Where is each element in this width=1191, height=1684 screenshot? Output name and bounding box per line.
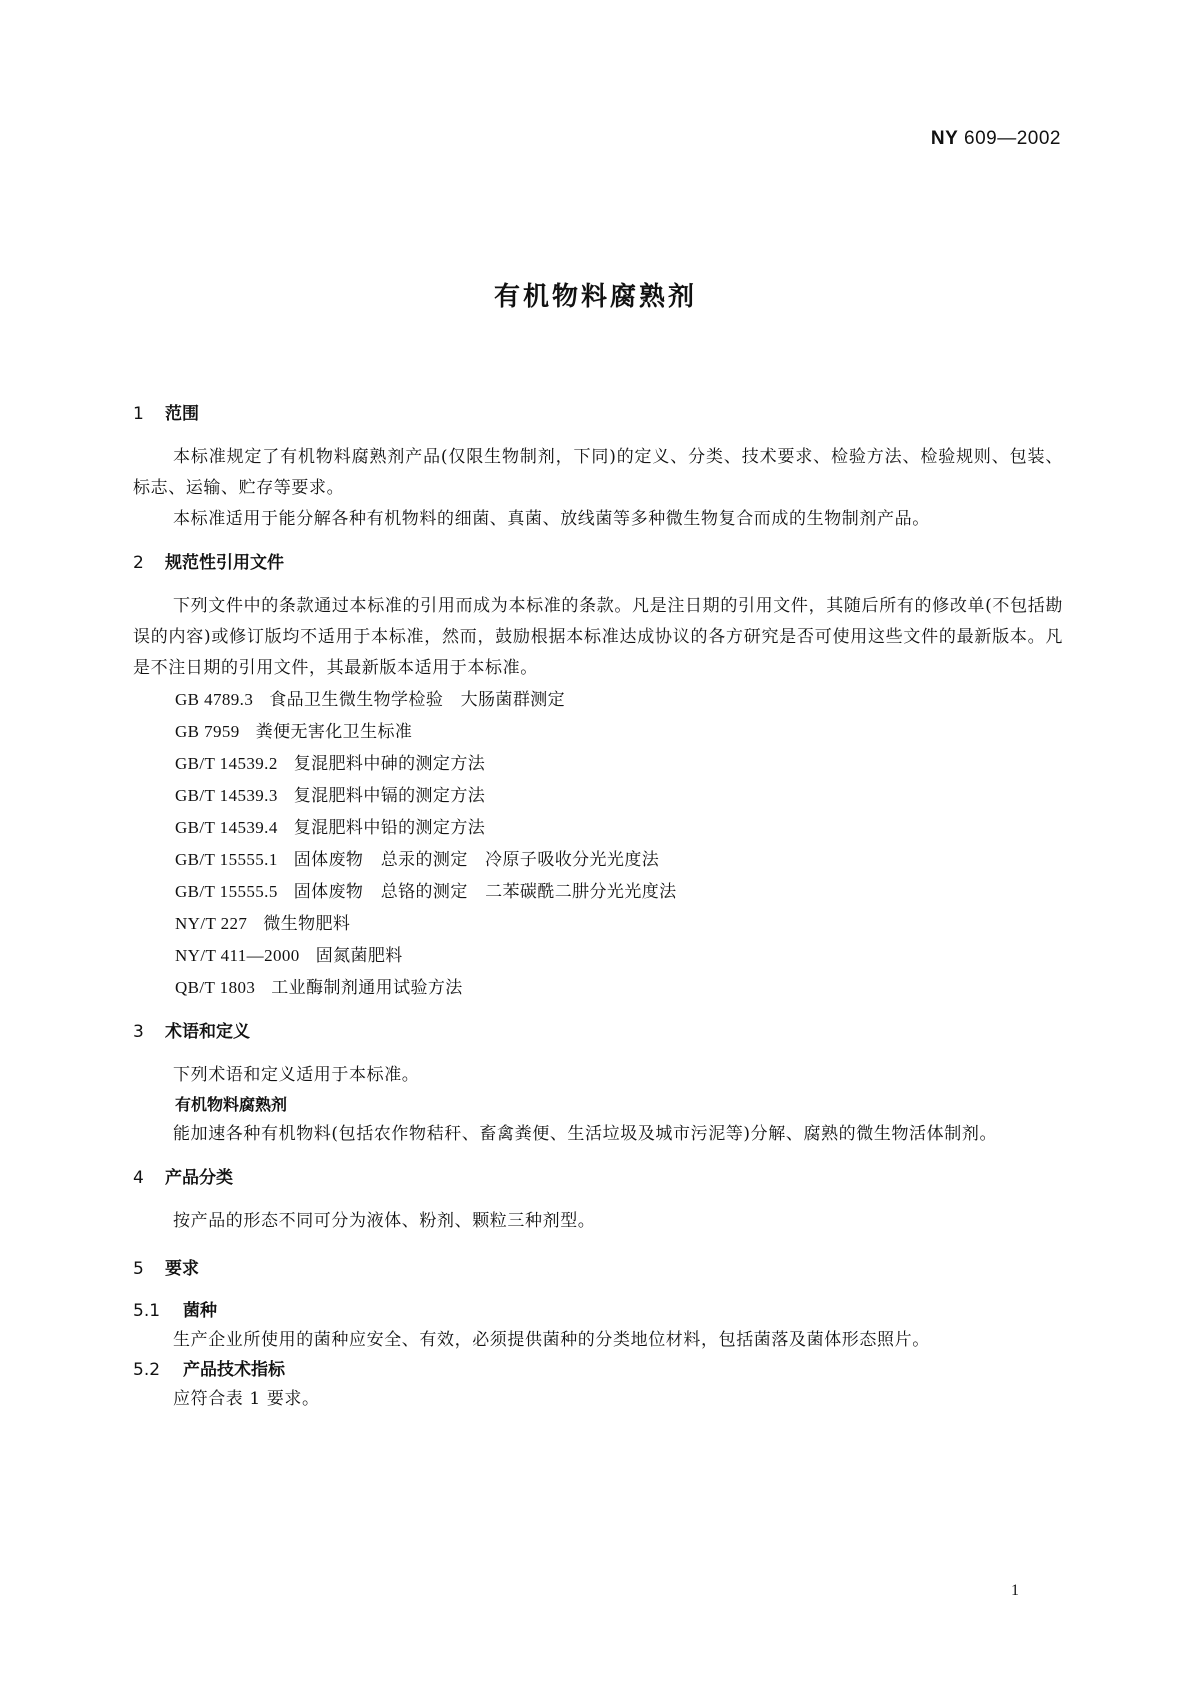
section-number: 5 bbox=[133, 1259, 144, 1279]
document-body bbox=[133, 400, 1063, 1415]
reference-item bbox=[133, 780, 1063, 812]
paragraph: 应符合表 1 要求。 bbox=[173, 1389, 320, 1409]
reference-code: GB/T 15555.1 bbox=[175, 850, 278, 869]
reference-code: QB/T 1803 bbox=[175, 978, 256, 997]
term-definition: 能加速各种有机物料(包括农作物秸秆、畜禽粪便、生活垃圾及城市污泥等)分解、腐熟的微生物活体制剂。 bbox=[173, 1124, 998, 1144]
reference-code: GB/T 14539.4 bbox=[175, 818, 278, 837]
section-2-heading bbox=[133, 549, 1063, 577]
subsection-number: 5.1 bbox=[133, 1301, 161, 1321]
reference-title: 食品卫生微生物学检验 大肠菌群测定 bbox=[269, 690, 566, 710]
section-1-heading bbox=[133, 400, 1063, 428]
reference-code: GB/T 14539.2 bbox=[175, 754, 278, 773]
reference-title: 微生物肥料 bbox=[263, 914, 351, 934]
section-5-2-heading bbox=[133, 1356, 1063, 1384]
page-number: 1 bbox=[1011, 1582, 1019, 1599]
reference-title: 工业酶制剂通用试验方法 bbox=[271, 978, 463, 998]
section-number: 1 bbox=[133, 404, 144, 424]
section-4-heading bbox=[133, 1164, 1063, 1192]
section-title: 要求 bbox=[165, 1259, 199, 1279]
reference-code: GB 4789.3 bbox=[175, 690, 254, 709]
paragraph: 本标准规定了有机物料腐熟剂产品(仅限生物制剂，下同)的定义、分类、技术要求、检验方法、检验规则、包装、标志、运输、贮存等要求。 bbox=[133, 447, 1063, 498]
section-title: 规范性引用文件 bbox=[165, 553, 284, 573]
reference-code: GB/T 15555.5 bbox=[175, 882, 278, 901]
section-number: 2 bbox=[133, 553, 144, 573]
reference-title: 复混肥料中镉的测定方法 bbox=[293, 786, 486, 806]
reference-item bbox=[133, 876, 1063, 908]
reference-code: NY/T 411—2000 bbox=[175, 946, 300, 965]
section-title: 产品分类 bbox=[165, 1168, 233, 1188]
section-number: 3 bbox=[133, 1022, 144, 1042]
section-title: 范围 bbox=[165, 404, 199, 424]
paragraph: 本标准适用于能分解各种有机物料的细菌、真菌、放线菌等多种微生物复合而成的生物制剂产品。 bbox=[173, 509, 930, 529]
reference-item bbox=[133, 908, 1063, 940]
reference-item bbox=[133, 844, 1063, 876]
paragraph: 下列术语和定义适用于本标准。 bbox=[173, 1065, 420, 1085]
paragraph: 按产品的形态不同可分为液体、粉剂、颗粒三种剂型。 bbox=[173, 1211, 596, 1231]
reference-item bbox=[133, 748, 1063, 780]
reference-title: 固氮菌肥料 bbox=[315, 946, 403, 966]
subsection-title: 菌种 bbox=[183, 1301, 217, 1321]
section-5-heading bbox=[133, 1255, 1063, 1283]
reference-title: 固体废物 总汞的测定 冷原子吸收分光光度法 bbox=[293, 850, 660, 870]
reference-item bbox=[133, 940, 1063, 972]
reference-code: GB 7959 bbox=[175, 722, 240, 741]
section-title: 术语和定义 bbox=[165, 1022, 250, 1042]
document-title: 有机物料腐熟剂 bbox=[493, 282, 697, 312]
subsection-title: 产品技术指标 bbox=[183, 1360, 285, 1380]
reference-code: GB/T 14539.3 bbox=[175, 786, 278, 805]
reference-item bbox=[133, 684, 1063, 716]
reference-item bbox=[133, 716, 1063, 748]
term-name: 有机物料腐熟剂 bbox=[175, 1095, 288, 1114]
paragraph: 生产企业所使用的菌种应安全、有效，必须提供菌种的分类地位材料，包括菌落及菌体形态照片。 bbox=[173, 1330, 930, 1350]
reference-title: 复混肥料中铅的测定方法 bbox=[293, 818, 486, 838]
reference-title: 粪便无害化卫生标准 bbox=[255, 722, 413, 742]
standard-prefix: NY bbox=[930, 128, 959, 149]
reference-item bbox=[133, 972, 1063, 1004]
section-5-1-heading bbox=[133, 1297, 1063, 1325]
subsection-number: 5.2 bbox=[133, 1360, 161, 1380]
section-number: 4 bbox=[133, 1168, 144, 1188]
reference-code: NY/T 227 bbox=[175, 914, 248, 933]
reference-title: 复混肥料中砷的测定方法 bbox=[293, 754, 486, 774]
paragraph: 下列文件中的条款通过本标准的引用而成为本标准的条款。凡是注日期的引用文件，其随后所有的修改单(不包括勘误的内容)或修订版均不适用于本标准，然而，鼓励根据本标准达成协议的各方研究是否可使用这些文件的最新版本。凡是不注日期的引用文件，其最新版本适用于本标准。 bbox=[133, 596, 1063, 678]
reference-item bbox=[133, 812, 1063, 844]
standard-number bbox=[931, 128, 1061, 150]
section-3-heading bbox=[133, 1018, 1063, 1046]
reference-title: 固体废物 总铬的测定 二苯碳酰二肼分光光度法 bbox=[293, 882, 677, 902]
normative-references-list bbox=[133, 684, 1063, 1004]
standard-code: 609—2002 bbox=[964, 128, 1061, 149]
